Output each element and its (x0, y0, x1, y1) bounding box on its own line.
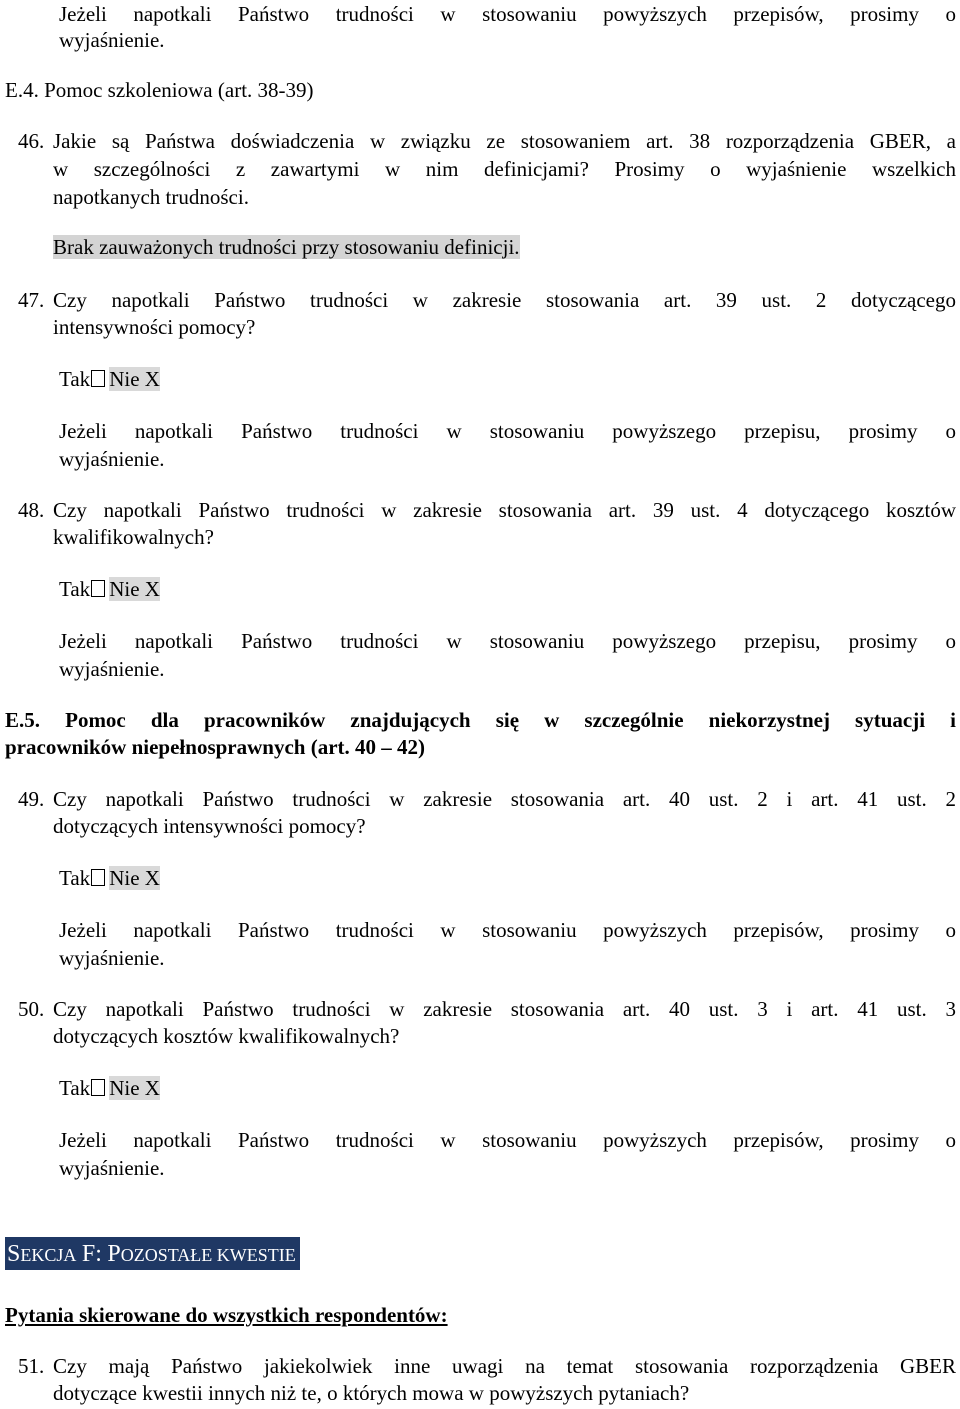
question-text: Czy napotkali Państwo trudności w zakresie stosowania art. 40 ust. 2 i art. 41 ust. 2 (53, 787, 956, 811)
subheading: Pytania skierowane do wszystkich respondentów: (5, 1303, 448, 1327)
question-text: dotyczące kwestii innych niż te, o których mowa w powyższych pytaniach? (53, 1381, 690, 1405)
question-number: 49. (18, 787, 45, 811)
no-option[interactable]: Nie X (109, 1076, 160, 1100)
yes-checkbox[interactable] (91, 1079, 105, 1096)
yes-checkbox[interactable] (91, 370, 105, 387)
no-option[interactable]: Nie X (109, 866, 160, 890)
yes-option[interactable]: Tak (59, 1076, 91, 1100)
question-text: napotkanych trudności. (53, 185, 249, 209)
section-heading-e5: E.5. Pomoc dla pracowników znajdujących się w szczególnie niekorzystnej sytuacji i (5, 708, 956, 732)
note-line: wyjaśnienie. (59, 447, 165, 471)
section-heading-f: SEKCJA F: POZOSTAŁE KWESTIE (5, 1237, 300, 1270)
section-heading-e5: pracowników niepełnosprawnych (art. 40 – 42) (5, 735, 426, 759)
question-text: Czy napotkali Państwo trudności w zakresie stosowania art. 39 ust. 4 dotyczącego kosztów (53, 498, 956, 522)
note-line: wyjaśnienie. (59, 946, 165, 970)
question-number: 50. (18, 997, 45, 1021)
note-line: Jeżeli napotkali Państwo trudności w stosowaniu powyższego przepisu, prosimy o (59, 419, 956, 443)
no-option[interactable]: Nie X (109, 367, 160, 391)
note-line: wyjaśnienie. (59, 657, 165, 681)
yes-no-choice (59, 575, 160, 603)
question-text: kwalifikowalnych? (53, 525, 214, 549)
section-heading-e4: E.4. Pomoc szkoleniowa (art. 38-39) (5, 78, 314, 102)
yes-checkbox[interactable] (91, 580, 105, 597)
yes-no-choice (59, 365, 160, 393)
question-number: 46. (18, 129, 45, 153)
note-line: Jeżeli napotkali Państwo trudności w stosowaniu powyższych przepisów, prosimy o (59, 1128, 956, 1152)
question-text: w szczególności z zawartymi w nim definicjami? Prosimy o wyjaśnienie wszelkich (53, 157, 956, 181)
question-text: dotyczących intensywności pomocy? (53, 814, 366, 838)
yes-checkbox[interactable] (91, 869, 105, 886)
no-option[interactable]: Nie X (109, 577, 160, 601)
question-number: 47. (18, 288, 45, 312)
question-text: Czy mają Państwo jakiekolwiek inne uwagi na temat stosowania rozporządzenia GBER (53, 1354, 956, 1378)
question-text: dotyczących kosztów kwalifikowalnych? (53, 1024, 400, 1048)
question-text: intensywności pomocy? (53, 315, 256, 339)
note-line: Jeżeli napotkali Państwo trudności w stosowaniu powyższego przepisu, prosimy o (59, 629, 956, 653)
note-line: wyjaśnienie. (59, 28, 165, 52)
yes-option[interactable]: Tak (59, 367, 91, 391)
yes-option[interactable]: Tak (59, 866, 91, 890)
note-line: wyjaśnienie. (59, 1156, 165, 1180)
note-line: Jeżeli napotkali Państwo trudności w stosowaniu powyższych przepisów, prosimy o (59, 2, 956, 26)
question-number: 51. (18, 1354, 45, 1378)
yes-no-choice (59, 864, 160, 892)
note-line: Jeżeli napotkali Państwo trudności w stosowaniu powyższych przepisów, prosimy o (59, 918, 956, 942)
question-text: Jakie są Państwa doświadczenia w związku ze stosowaniem art. 38 rozporządzenia GBER, a (53, 129, 956, 153)
question-number: 48. (18, 498, 45, 522)
yes-option[interactable]: Tak (59, 577, 91, 601)
question-text: Czy napotkali Państwo trudności w zakresie stosowania art. 39 ust. 2 dotyczącego (53, 288, 956, 312)
answer-text: Brak zauważonych trudności przy stosowaniu definicji. (53, 235, 520, 259)
yes-no-choice (59, 1074, 160, 1102)
question-text: Czy napotkali Państwo trudności w zakresie stosowania art. 40 ust. 3 i art. 41 ust. 3 (53, 997, 956, 1021)
